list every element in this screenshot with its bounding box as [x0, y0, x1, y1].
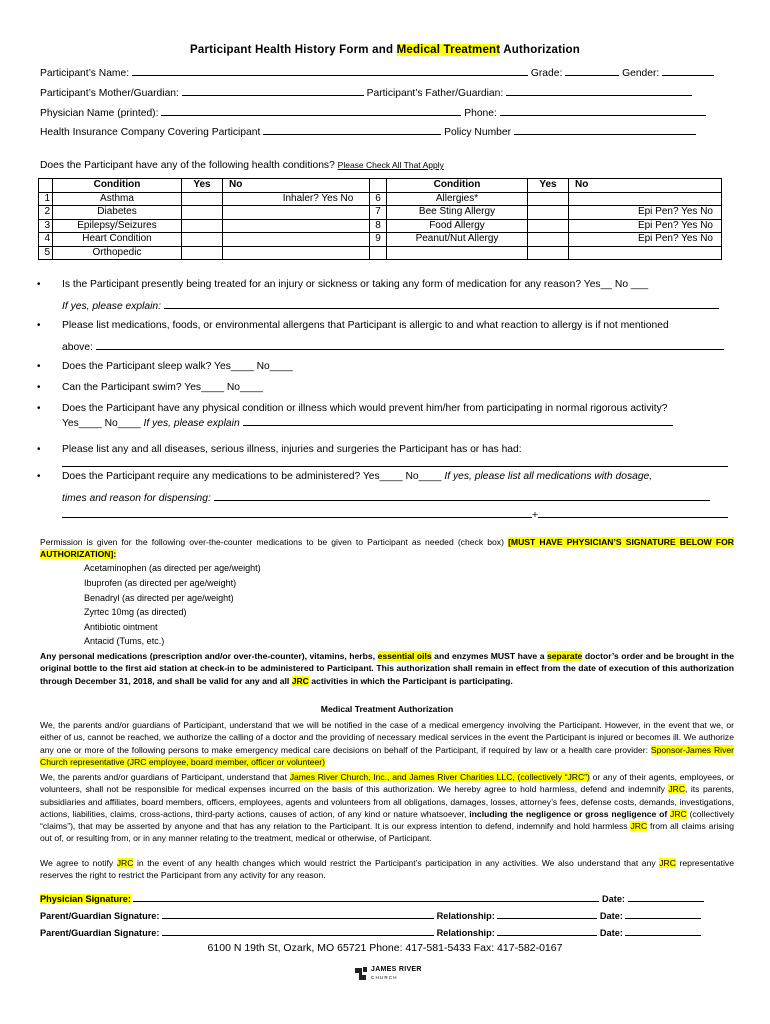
highlight-span: JRC [291, 675, 309, 686]
yes-checkbox[interactable] [182, 233, 223, 247]
condition-note [613, 192, 722, 206]
condition-name: Food Allergy [387, 219, 528, 233]
parent-signature-field[interactable] [162, 909, 434, 919]
parent-date-field[interactable] [625, 909, 701, 919]
condition-header-right: Condition [387, 179, 528, 193]
med-option[interactable]: Acetaminophen (as directed per age/weight) [84, 563, 261, 573]
physician-signature-label: Physician Signature: [40, 894, 131, 904]
allergens-above-row [62, 340, 724, 353]
med-option[interactable]: Antibiotic ointment [84, 622, 158, 632]
conditions-prompt [40, 160, 444, 171]
highlight-span: essential oils [377, 651, 432, 661]
condition-name: Diabetes [53, 206, 182, 220]
condition-name: Orthopedic [53, 246, 182, 260]
condition-note: Epi Pen? Yes No [613, 219, 722, 233]
question-medications: Does the Participant require any medications to be administered? Yes____ No____ [62, 471, 442, 482]
form-title [0, 44, 770, 56]
title-text-end: Authorization [500, 44, 580, 56]
text-span: in the event of any health changes which would restrict the Participant’s participation in any activities. We also understand that any [133, 858, 660, 868]
text-span: representative reserves the right to restrict the Participant from any activity for any reason. [40, 858, 734, 881]
no-checkbox[interactable] [223, 192, 268, 206]
participant-name-field[interactable] [132, 66, 528, 76]
yes-header-right: Yes [528, 179, 569, 193]
table-row [39, 192, 722, 206]
personal-meds-paragraph [40, 650, 734, 687]
highlight-span: JRC [668, 784, 686, 795]
condition-name: Epilepsy/Seizures [53, 219, 182, 233]
no-checkbox[interactable] [223, 219, 268, 233]
dispensing-field[interactable] [214, 491, 710, 501]
yes-checkbox[interactable] [528, 206, 569, 220]
permission-statement: Permission is given for the following over-the-counter medications to be given to Participant as needed (check box) [40, 537, 504, 547]
conditions-table [38, 178, 722, 260]
auth-paragraph-3 [40, 857, 734, 882]
row-number: 5 [39, 246, 53, 260]
text-span: activities in which the Participant is participating. [308, 675, 513, 686]
phone-label: Phone: [464, 108, 497, 119]
row-number: 2 [39, 206, 53, 220]
table-row [39, 206, 722, 220]
question-sleepwalk: Does the Participant sleep walk? Yes____ No____ [62, 361, 293, 372]
question-physical-condition: Does the Participant have any physical condition or illness which would prevent him/her from participating in normal rigorous activity? [62, 403, 668, 414]
physician-signature-row [40, 892, 704, 904]
condition-note: Epi Pen? Yes No [613, 233, 722, 247]
condition-note [267, 233, 370, 247]
physical-explain-field[interactable] [243, 416, 673, 426]
table-row [39, 246, 722, 260]
above-label: above: [62, 342, 93, 353]
date-label: Date: [599, 911, 623, 921]
bullet-icon: • [37, 279, 41, 290]
table-cell [569, 246, 614, 260]
parent-signature-row-2 [40, 926, 701, 938]
med-option[interactable]: Zyrtec 10mg (as directed) [84, 607, 187, 617]
text-span: Any personal medications (prescription and/or over-the-counter), vitamins, herbs, [40, 651, 378, 661]
condition-name: Bee Sting Allergy [387, 206, 528, 220]
table-row [39, 219, 722, 233]
logo-subtitle: CHURCH [371, 975, 398, 980]
permission-text [40, 536, 734, 561]
table-cell [613, 179, 722, 193]
condition-note: Inhaler? Yes No [267, 192, 370, 206]
parent-date-field[interactable] [625, 926, 701, 936]
highlight-span: JRC [670, 808, 687, 819]
highlight-span: Sponsor-James River Church representative (JRC employee, board member, officer or volunteer) [40, 744, 735, 767]
row-number: 6 [370, 192, 387, 206]
insurance-label: Health Insurance Company Covering Participant [40, 127, 261, 138]
yes-header: Yes [182, 179, 223, 193]
diseases-row [62, 457, 728, 470]
condition-header: Condition [53, 179, 182, 193]
logo-text [371, 966, 422, 982]
text-span: (collectively “claims”), that may be asserted by anyone and that has any relation to the Participant. It is our express intention to defend, indemnify and hold harmless [40, 808, 734, 832]
row-number: 4 [39, 233, 53, 247]
highlight-span: JRC [630, 821, 648, 832]
no-checkbox[interactable] [569, 206, 614, 220]
table-cell [267, 179, 370, 193]
row-number: 1 [39, 192, 53, 206]
allergens-field[interactable] [96, 340, 724, 350]
yes-no-text: Yes____ No____ [62, 418, 141, 429]
james-river-logo [354, 966, 422, 982]
yes-checkbox[interactable] [528, 219, 569, 233]
condition-note [267, 206, 370, 220]
question-treatment: Is the Participant presently being treated for an injury or sickness or taking any form of medication for any reason? Yes__ No ___ [62, 279, 649, 290]
bullet-icon: • [37, 471, 41, 482]
no-checkbox[interactable] [223, 206, 268, 220]
father-label: Participant’s Father/Guardian: [366, 88, 504, 99]
date-label: Date: [599, 928, 623, 938]
med-option[interactable]: Antacid (Tums, etc.) [84, 636, 165, 646]
auth-paragraph-2 [40, 771, 734, 845]
title-highlight: Medical Treatment [396, 44, 501, 56]
auth-heading: Medical Treatment Authorization [320, 704, 454, 714]
table-row [39, 233, 722, 247]
grade-label: Grade: [530, 68, 563, 79]
participant-name-label: Participant’s Name: [40, 68, 130, 79]
relationship-field[interactable] [497, 926, 597, 936]
father-field[interactable] [506, 86, 692, 96]
physician-signature-field[interactable] [133, 892, 599, 902]
yes-checkbox[interactable] [182, 192, 223, 206]
policy-label: Policy Number [444, 127, 512, 138]
row-number: 3 [39, 219, 53, 233]
date-label: Date: [602, 894, 625, 904]
condition-name: Peanut/Nut Allergy [387, 233, 528, 247]
yes-checkbox[interactable] [528, 233, 569, 247]
condition-name: Allergies* [387, 192, 528, 206]
insurance-field[interactable] [263, 125, 441, 135]
yes-checkbox[interactable] [182, 246, 223, 260]
physician-date-field[interactable] [628, 892, 704, 902]
diseases-field[interactable] [62, 457, 728, 467]
condition-note: Epi Pen? Yes No [613, 206, 722, 220]
row-number: 7 [370, 206, 387, 220]
logo-mark-icon [354, 966, 368, 982]
medications-instructions: If yes, please list all medications with dosage, [444, 471, 653, 482]
insurance-row [40, 125, 696, 138]
question-swim: Can the Participant swim? Yes____ No____ [62, 382, 263, 393]
physical-explain-row [62, 416, 673, 429]
highlight-span: separate [546, 651, 583, 661]
logo-name: JAMES RIVER [371, 966, 422, 973]
guardians-row [40, 86, 692, 99]
text-span: from all claims arising out of, or resulting from, or in any manner relating to the treatment, medical or otherwise, of Participant. [40, 821, 734, 844]
relationship-label: Relationship: [436, 911, 495, 921]
dispensing-label: times and reason for dispensing: [62, 493, 211, 504]
condition-name: Heart Condition [53, 233, 182, 247]
text-span: and enzymes MUST have a [431, 651, 547, 661]
text-span: , its parents, subsidiaries and affiliates, board members, officers, employees, agents and volunteers from all obligations, damages, losses, attorney’s fees, defense costs, demands, investigations, actions, liabilities, claims, cross-actions, third-party actions, causes of action, of any kind or nature whatsoever, [40, 784, 734, 819]
table-cell [387, 246, 528, 260]
condition-note [267, 246, 370, 260]
table-cell [39, 179, 53, 193]
bullet-icon: • [37, 382, 41, 393]
highlight-span: JRC [659, 858, 676, 868]
parent-signature-label: Parent/Guardian Signature: [40, 928, 160, 938]
relationship-field[interactable] [497, 909, 597, 919]
text-span: We, the parents and/or guardians of Participant, understand that we will be notified in the case of a medical emergency involving the Participant. However, in the event that we, or either of us, cannot be reached, we authorize the calling of a doctor and the providing of necessary medical services in the event the Participant is injured or becomes ill. We authorize any one or more of the following persons to make emergency medical care decisions on behalf of the Participant, if required by law or a health care provider: [40, 720, 734, 755]
med-option[interactable]: Ibuprofen (as directed per age/weight) [84, 578, 237, 588]
row-number: 9 [370, 233, 387, 247]
no-checkbox[interactable] [569, 219, 614, 233]
condition-name: Asthma [53, 192, 182, 206]
bullet-icon: • [37, 444, 41, 455]
highlight-span: James River Church, Inc., and James River Charities LLC, (collectively “JRC”) [289, 772, 590, 782]
mother-field[interactable] [182, 86, 364, 96]
yes-checkbox[interactable] [528, 192, 569, 206]
grade-field[interactable] [565, 66, 619, 76]
parent-signature-label: Parent/Guardian Signature: [40, 911, 160, 921]
no-checkbox[interactable] [223, 246, 268, 260]
text-span: We, the parents and/or guardians of Participant, understand that [40, 772, 290, 782]
physician-row [40, 106, 706, 119]
dispensing-row [62, 491, 710, 504]
bullet-icon: • [37, 403, 41, 414]
text-span: We agree to notify [40, 858, 117, 868]
bullet-icon: • [37, 320, 41, 331]
phone-field[interactable] [500, 106, 706, 116]
bullet-icon: • [37, 361, 41, 372]
no-checkbox[interactable] [223, 233, 268, 247]
question-diseases: Please list any and all diseases, serious illness, injuries and surgeries the Participant has or has had: [62, 444, 522, 455]
no-header: No [223, 179, 268, 193]
no-header-right: No [569, 179, 614, 193]
row-number: 8 [370, 219, 387, 233]
table-cell [613, 246, 722, 260]
condition-note [267, 219, 370, 233]
explain-label: If yes, please explain [62, 301, 159, 312]
text-span: doctor’s order and be brought in the original bottle to the first aid station at check-in to be administered to Participant. This authorization shall remain in effect from the date of execution of this authorization through December 31, 2018, and shall be valid for any and all [40, 651, 735, 686]
no-checkbox[interactable] [569, 233, 614, 247]
participant-name-row [40, 66, 714, 79]
physician-field[interactable] [161, 106, 461, 116]
conditions-prompt-note: Please Check All That Apply [337, 160, 444, 170]
treatment-explain-row: If yes, please explain: [62, 299, 719, 312]
question-allergens: Please list medications, foods, or environmental allergens that Participant is allergic to and what reaction to allergy is if not mentioned [62, 320, 669, 331]
mother-label: Participant’s Mother/Guardian: [40, 88, 179, 99]
parent-signature-row-1 [40, 909, 701, 921]
text-span: or any of their agents, employees, or volunteers, shall not be responsible for medical expenses incurred on the basis of this authorization. We hereby agree to hold harmless, defend and indemnify [40, 772, 734, 795]
gender-field[interactable] [662, 66, 714, 76]
table-cell [528, 246, 569, 260]
highlight-span: JRC [116, 858, 134, 868]
auth-paragraph-1 [40, 719, 734, 768]
yes-checkbox[interactable] [182, 206, 223, 220]
explain-label: If yes, please explain [143, 418, 240, 429]
treatment-explain-field[interactable] [164, 299, 719, 309]
dispensing-field-3[interactable] [538, 508, 728, 518]
dispensing-field-2[interactable] [62, 508, 532, 518]
permission-physician-note: [MUST HAVE PHYSICIAN’S SIGNATURE BELOW FOR AUTHORIZATION]: [40, 537, 735, 560]
title-text: Participant Health History Form and [190, 44, 397, 56]
yes-checkbox[interactable] [182, 219, 223, 233]
table-cell [370, 246, 387, 260]
gender-label: Gender: [622, 68, 660, 79]
policy-field[interactable] [514, 125, 696, 135]
dispensing-row-2: + [62, 508, 728, 521]
relationship-label: Relationship: [436, 928, 495, 938]
no-checkbox[interactable] [569, 192, 614, 206]
conditions-prompt-text: Does the Participant have any of the following health conditions? [40, 160, 335, 171]
parent-signature-field[interactable] [162, 926, 434, 936]
table-cell [370, 179, 387, 193]
footer-address: 6100 N 19th St, Ozark, MO 65721 Phone: 417-581-5433 Fax: 417-582-0167 [207, 942, 563, 954]
question-medications-row [62, 471, 652, 482]
bold-span: including the negligence or gross negligence of [469, 808, 668, 819]
med-option[interactable]: Benadryl (as directed per age/weight) [84, 593, 234, 603]
physician-label: Physician Name (printed): [40, 108, 159, 119]
